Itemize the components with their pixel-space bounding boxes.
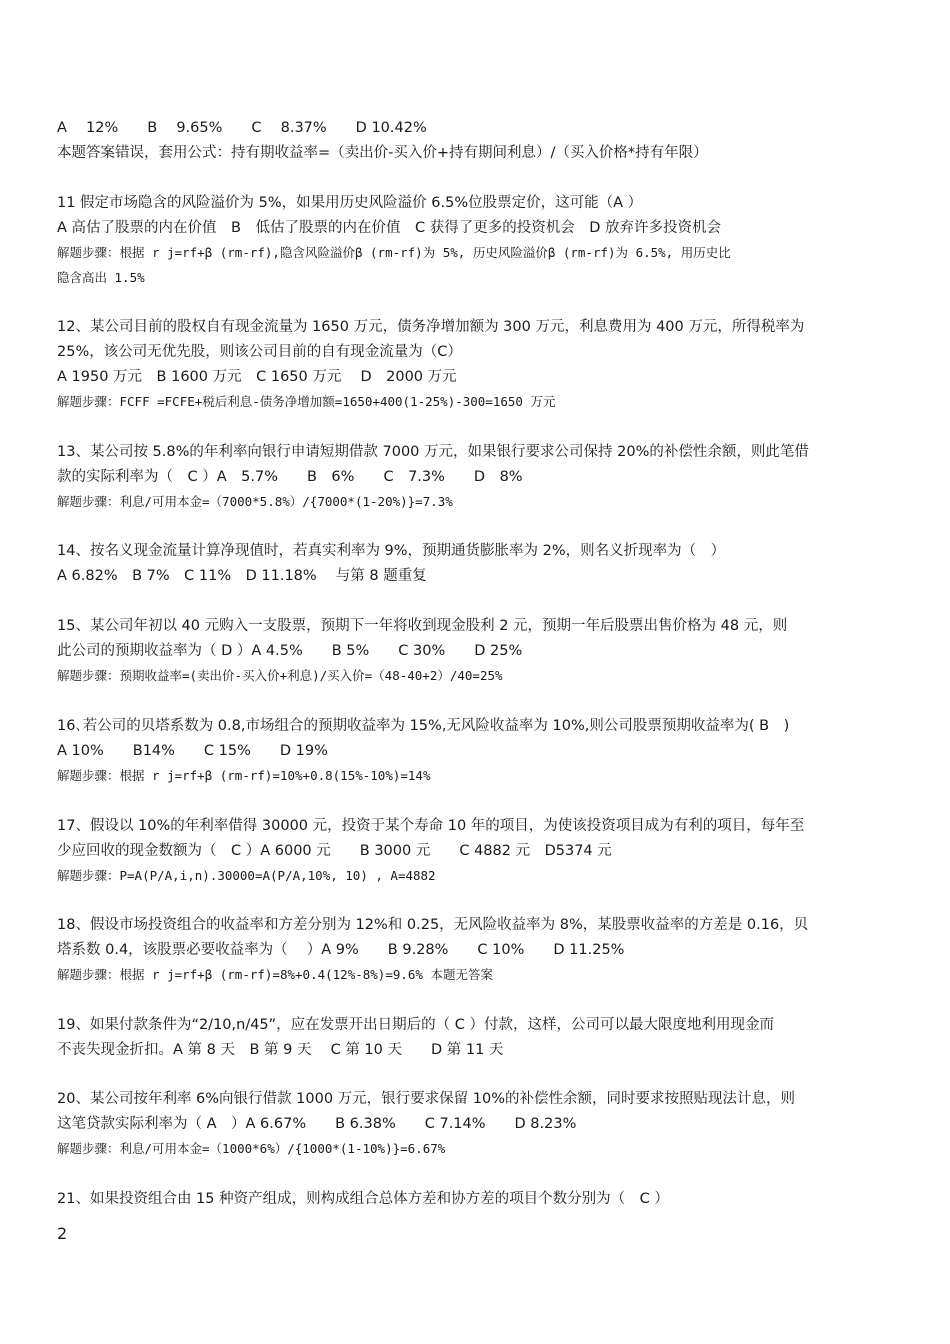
text-line: A 6.82% B 7% C 11% D 11.18% 与第 8 题重复 [57, 568, 427, 584]
solution-line: 解题步骤：利息/可用本金=（7000*5.8%）/{7000*(1-20%)}=7.3% [57, 494, 453, 509]
text-line: 少应回收的现金数额为（ C ）A 6000 元 B 3000 元 C 4882 元 D5374 元 [57, 843, 612, 859]
text-line: 20、某公司按年利率 6%向银行借款 1000 万元，银行要求保留 10%的补偿性余额，同时要求按照贴现法计息，则 [57, 1091, 796, 1107]
text-line: 14、按名义现金流量计算净现值时，若真实利率为 9%，预期通货膨胀率为 2%，则名义折现率为（ ） [57, 543, 726, 559]
text-line: A 1950 万元 B 1600 万元 C 1650 万元 D 2000 万元 [57, 369, 457, 385]
page-number: 2 [57, 1224, 68, 1243]
text-line: A 12% B 9.65% C 8.37% D 10.42% [57, 120, 427, 136]
text-line: 款的实际利率为（ C ）A 5.7% B 6% C 7.3% D 8% [57, 469, 523, 485]
text-line: 此公司的预期收益率为（ D ）A 4.5% B 5% C 30% D 25% [57, 643, 523, 659]
text-line: 这笔贷款实际利率为（ A ）A 6.67% B 6.38% C 7.14% D 8.23% [57, 1116, 577, 1132]
text-line: 12、某公司目前的股权自有现金流量为 1650 万元，债务净增加额为 300 万元，利息费用为 400 万元，所得税率为 [57, 319, 805, 335]
text-line: 21、如果投资组合由 15 种资产组成，则构成组合总体方差和协方差的项目个数分别为（ C ） [57, 1191, 669, 1207]
text-line: 11 假定市场隐含的风险溢价为 5%，如果用历史风险溢价 6.5%位股票定价，这可能（A ） [57, 195, 643, 211]
solution-line: 解题步骤：根据 r j=rf+β (rm-rf),隐含风险溢价β (rm-rf)为 5%, 历史风险溢价β (rm-rf)为 6.5%, 用历史比 [57, 245, 731, 260]
text-line: 19、如果付款条件为“2/10,n/45”，应在发票开出日期后的（ C ）付款，这样，公司可以最大限度地利用现金而 [57, 1017, 775, 1033]
text-line: 25%，该公司无优先股，则该公司目前的自有现金流量为（C） [57, 344, 462, 360]
solution-line: 隐含高出 1.5% [57, 270, 145, 285]
solution-line: 解题步骤：预期收益率=(卖出价-买入价+利息)/买入价=（48-40+2）/40=25% [57, 668, 503, 683]
text-line: 17、假设以 10%的年利率借得 30000 元，投资于某个寿命 10 年的项目，为使该投资项目成为有利的项目，每年至 [57, 818, 805, 834]
text-line: 塔系数 0.4，该股票必要收益率为（ ）A 9% B 9.28% C 10% D 11.25% [57, 942, 625, 958]
text-line: 15、某公司年初以 40 元购入一支股票，预期下一年将收到现金股利 2 元，预期一年后股票出售价格为 48 元，则 [57, 618, 788, 634]
solution-line: 解题步骤：FCFF =FCFE+税后利息-债务净增加额=1650+400(1-25%)-300=1650 万元 [57, 394, 556, 409]
text-line: 13、某公司按 5.8%的年利率向银行申请短期借款 7000 万元，如果银行要求公司保持 20%的补偿性余额，则此笔借 [57, 444, 809, 460]
text-line: 本题答案错误，套用公式：持有期收益率=（卖出价-买入价+持有期间利息）/（买入价格*持有年限） [57, 145, 708, 161]
solution-line: 解题步骤：P=A(P/A,i,n).30000=A(P/A,10%, 10) , A=4882 [57, 868, 436, 883]
text-line: 不丧失现金折扣。A 第 8 天 B 第 9 天 C 第 10 天 D 第 11 天 [57, 1042, 504, 1058]
text-line: A 高估了股票的内在价值 B 低估了股票的内在价值 C 获得了更多的投资机会 D 放弃许多投资机会 [57, 220, 721, 236]
solution-line: 解题步骤：根据 r j=rf+β (rm-rf)=8%+0.4(12%-8%)=9.6% 本题无答案 [57, 967, 493, 982]
solution-line: 解题步骤：利息/可用本金=（1000*6%）/{1000*(1-10%)}=6.67% [57, 1141, 446, 1156]
text-line: A 10% B14% C 15% D 19% [57, 743, 328, 759]
solution-line: 解题步骤：根据 r j=rf+β (rm-rf)=10%+0.8(15%-10%)=14% [57, 768, 431, 783]
text-line: 16､若公司的贝塔系数为 0.8,市场组合的预期收益率为 15%,无风险收益率为 10%,则公司股票预期收益率为( B ) [57, 718, 790, 734]
text-line: 18、假设市场投资组合的收益率和方差分别为 12%和 0.25，无风险收益率为 8%，某股票收益率的方差是 0.16，贝 [57, 917, 809, 933]
